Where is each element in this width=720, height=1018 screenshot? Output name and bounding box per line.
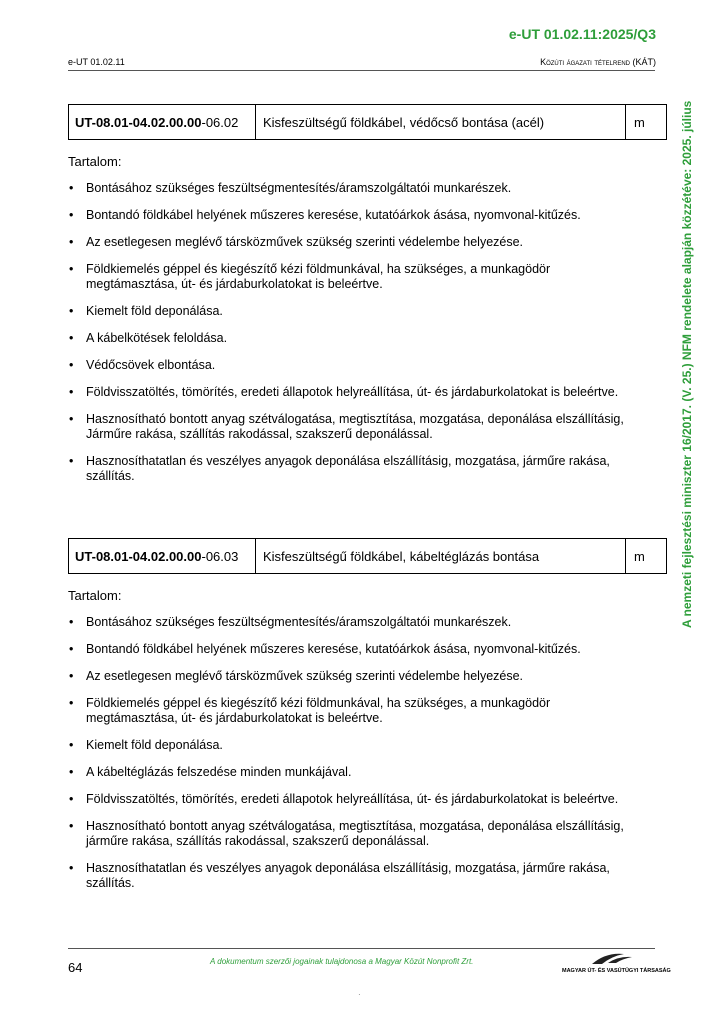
list-item: • Kiemelt föld deponálása. — [68, 304, 628, 319]
list-item: • A kábeltéglázás felszedése minden munkájával. — [68, 765, 628, 780]
bullet-list-2 — [68, 615, 628, 903]
list-item: • Bontandó földkábel helyének műszeres keresése, kutatóárkok ásása, nyomvonal-kitűzés. — [68, 208, 628, 223]
road-logo-icon — [562, 950, 656, 966]
header-right: Közúti ágazati tételrend (KÁT) — [540, 57, 656, 67]
list-item: • Hasznosítható bontott anyag szétválogatása, megtisztítása, mozgatása, deponálása elszállításig, járműre rakása, szállítás rakodással, szakszerű deponálással. — [68, 819, 628, 849]
header-rule — [68, 70, 655, 71]
item-description: Kisfeszültségű földkábel, védőcső bontása (acél) — [256, 105, 626, 139]
list-item: • Földkiemelés géppel és kiegészítő kézi földmunkával, ha szükséges, a munkagödör megtámasztása, út- és járdaburkolatokat is beleértve. — [68, 696, 628, 726]
footer-copyright: A dokumentum szerzői jogainak tulajdonosa a Magyar Közút Nonprofit Zrt. — [210, 957, 474, 966]
item-code — [69, 105, 256, 139]
footer-logo — [562, 950, 671, 974]
bottom-mark: · — [358, 990, 361, 999]
page-number: 64 — [68, 960, 83, 975]
bullet-list-1 — [68, 181, 628, 496]
list-item: • Hasznosíthatatlan és veszélyes anyagok deponálása elszállításig, mozgatása, járműre rakása, szállítás. — [68, 861, 628, 891]
list-item: • Az esetlegesen meglévő társközművek szükség szerinti védelembe helyezése. — [68, 235, 628, 250]
list-item: • Bontásához szükséges feszültségmentesítés/áramszolgáltatói munkarészek. — [68, 615, 628, 630]
item-description: Kisfeszültségű földkábel, kábeltéglázás bontása — [256, 539, 626, 573]
item-code-suffix: -06.02 — [201, 114, 239, 130]
list-item: • Földvisszatöltés, tömörítés, eredeti állapotok helyreállítása, út- és járdaburkolatokat is beleértve. — [68, 792, 628, 807]
item-unit: m — [634, 114, 645, 130]
content-label: Tartalom: — [68, 588, 122, 603]
list-item: • Bontandó földkábel helyének műszeres keresése, kutatóárkok ásása, nyomvonal-kitűzés. — [68, 642, 628, 657]
list-item: • Hasznosítható bontott anyag szétválogatása, megtisztítása, mozgatása, deponálása elszállításig, Járműre rakása, szállítás rakodással, szakszerű deponálással. — [68, 412, 628, 442]
list-item: • Bontásához szükséges feszültségmentesítés/áramszolgáltatói munkarészek. — [68, 181, 628, 196]
list-item: • Védőcsövek elbontása. — [68, 358, 628, 373]
content-label: Tartalom: — [68, 154, 122, 169]
list-item: • Kiemelt föld deponálása. — [68, 738, 628, 753]
list-item: • Földkiemelés géppel és kiegészítő kézi földmunkával, ha szükséges, a munkagödör megtámasztása, út- és járdaburkolatokat is beleértve. — [68, 262, 628, 292]
item-code — [69, 539, 256, 573]
list-item: • Földvisszatöltés, tömörítés, eredeti állapotok helyreállítása, út- és járdaburkolatokat is beleértve. — [68, 385, 628, 400]
item-unit: m — [634, 548, 645, 564]
footer-rule — [68, 948, 655, 949]
item-code-suffix: -06.03 — [201, 548, 239, 564]
item-table-1 — [68, 104, 667, 140]
list-item: • Hasznosíthatatlan és veszélyes anyagok deponálása elszállításig, mozgatása, járműre rakása, szállítás. — [68, 454, 628, 484]
doc-code: e-UT 01.02.11:2025/Q3 — [508, 26, 656, 42]
header-left: e-UT 01.02.11 — [68, 57, 125, 67]
list-item: • Az esetlegesen meglévő társközművek szükség szerinti védelembe helyezése. — [68, 669, 628, 684]
side-note: A nemzeti fejlesztési miniszter 16/2017. (V. 25.) NFM rendelete alapján közzétéve: 2025. július — [680, 100, 694, 628]
item-code-main: UT-08.01-04.02.00.00 — [75, 114, 202, 130]
item-code-main: UT-08.01-04.02.00.00 — [75, 548, 202, 564]
logo-text: MAGYAR ÚT- ÉS VASÚTÜGYI TÁRSASÁG — [562, 968, 671, 974]
list-item: • A kábelkötések feloldása. — [68, 331, 628, 346]
item-table-2 — [68, 538, 667, 574]
